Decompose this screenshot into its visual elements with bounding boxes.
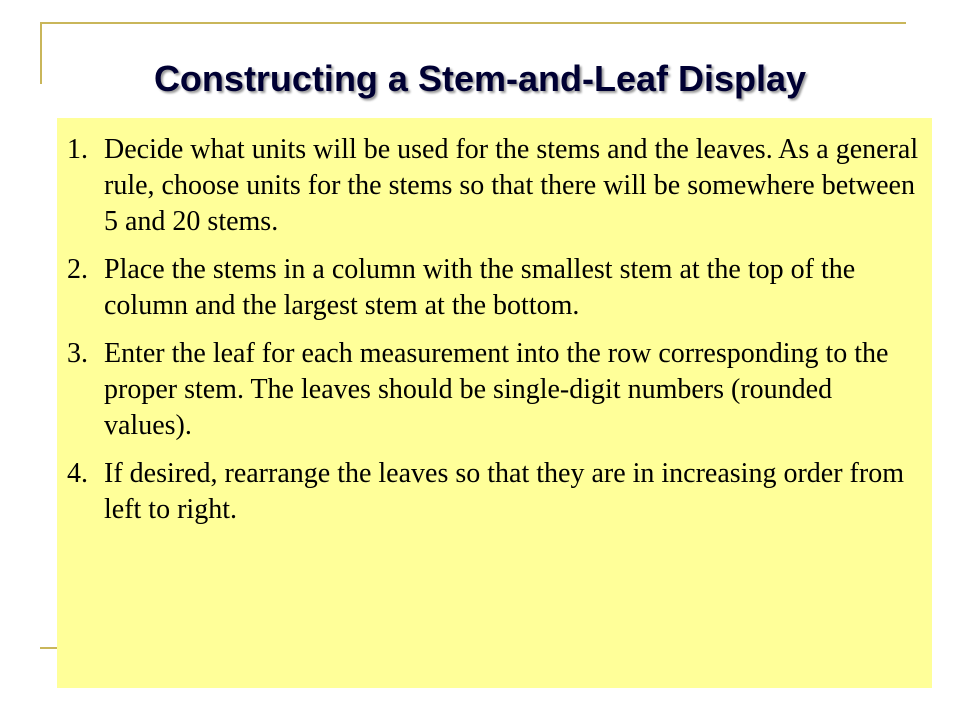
content-box [57, 118, 932, 688]
step-number: 2. [67, 254, 88, 285]
steps-list [67, 132, 922, 540]
step-text: Place the stems in a column with the smallest stem at the top of the column and the largest stem at the bottom. [104, 254, 856, 321]
step-text: Enter the leaf for each measurement into the row corresponding to the proper stem. The leaves should be single-digit numbers (rounded values). [104, 338, 889, 441]
step-item [67, 456, 922, 528]
step-text: Decide what units will be used for the stems and the leaves. As a general rule, choose units for the stems so that there will be somewhere between 5 and 20 stems. [104, 134, 919, 237]
step-number: 1. [67, 134, 88, 165]
step-number: 3. [67, 338, 88, 369]
step-number: 4. [67, 458, 88, 489]
step-item [67, 132, 922, 240]
slide-title: Constructing a Stem-and-Leaf Display [153, 58, 807, 99]
step-item [67, 336, 922, 444]
frame-line-top [40, 22, 906, 24]
step-item [67, 252, 922, 324]
step-text: If desired, rearrange the leaves so that they are in increasing order from left to right. [104, 458, 904, 525]
